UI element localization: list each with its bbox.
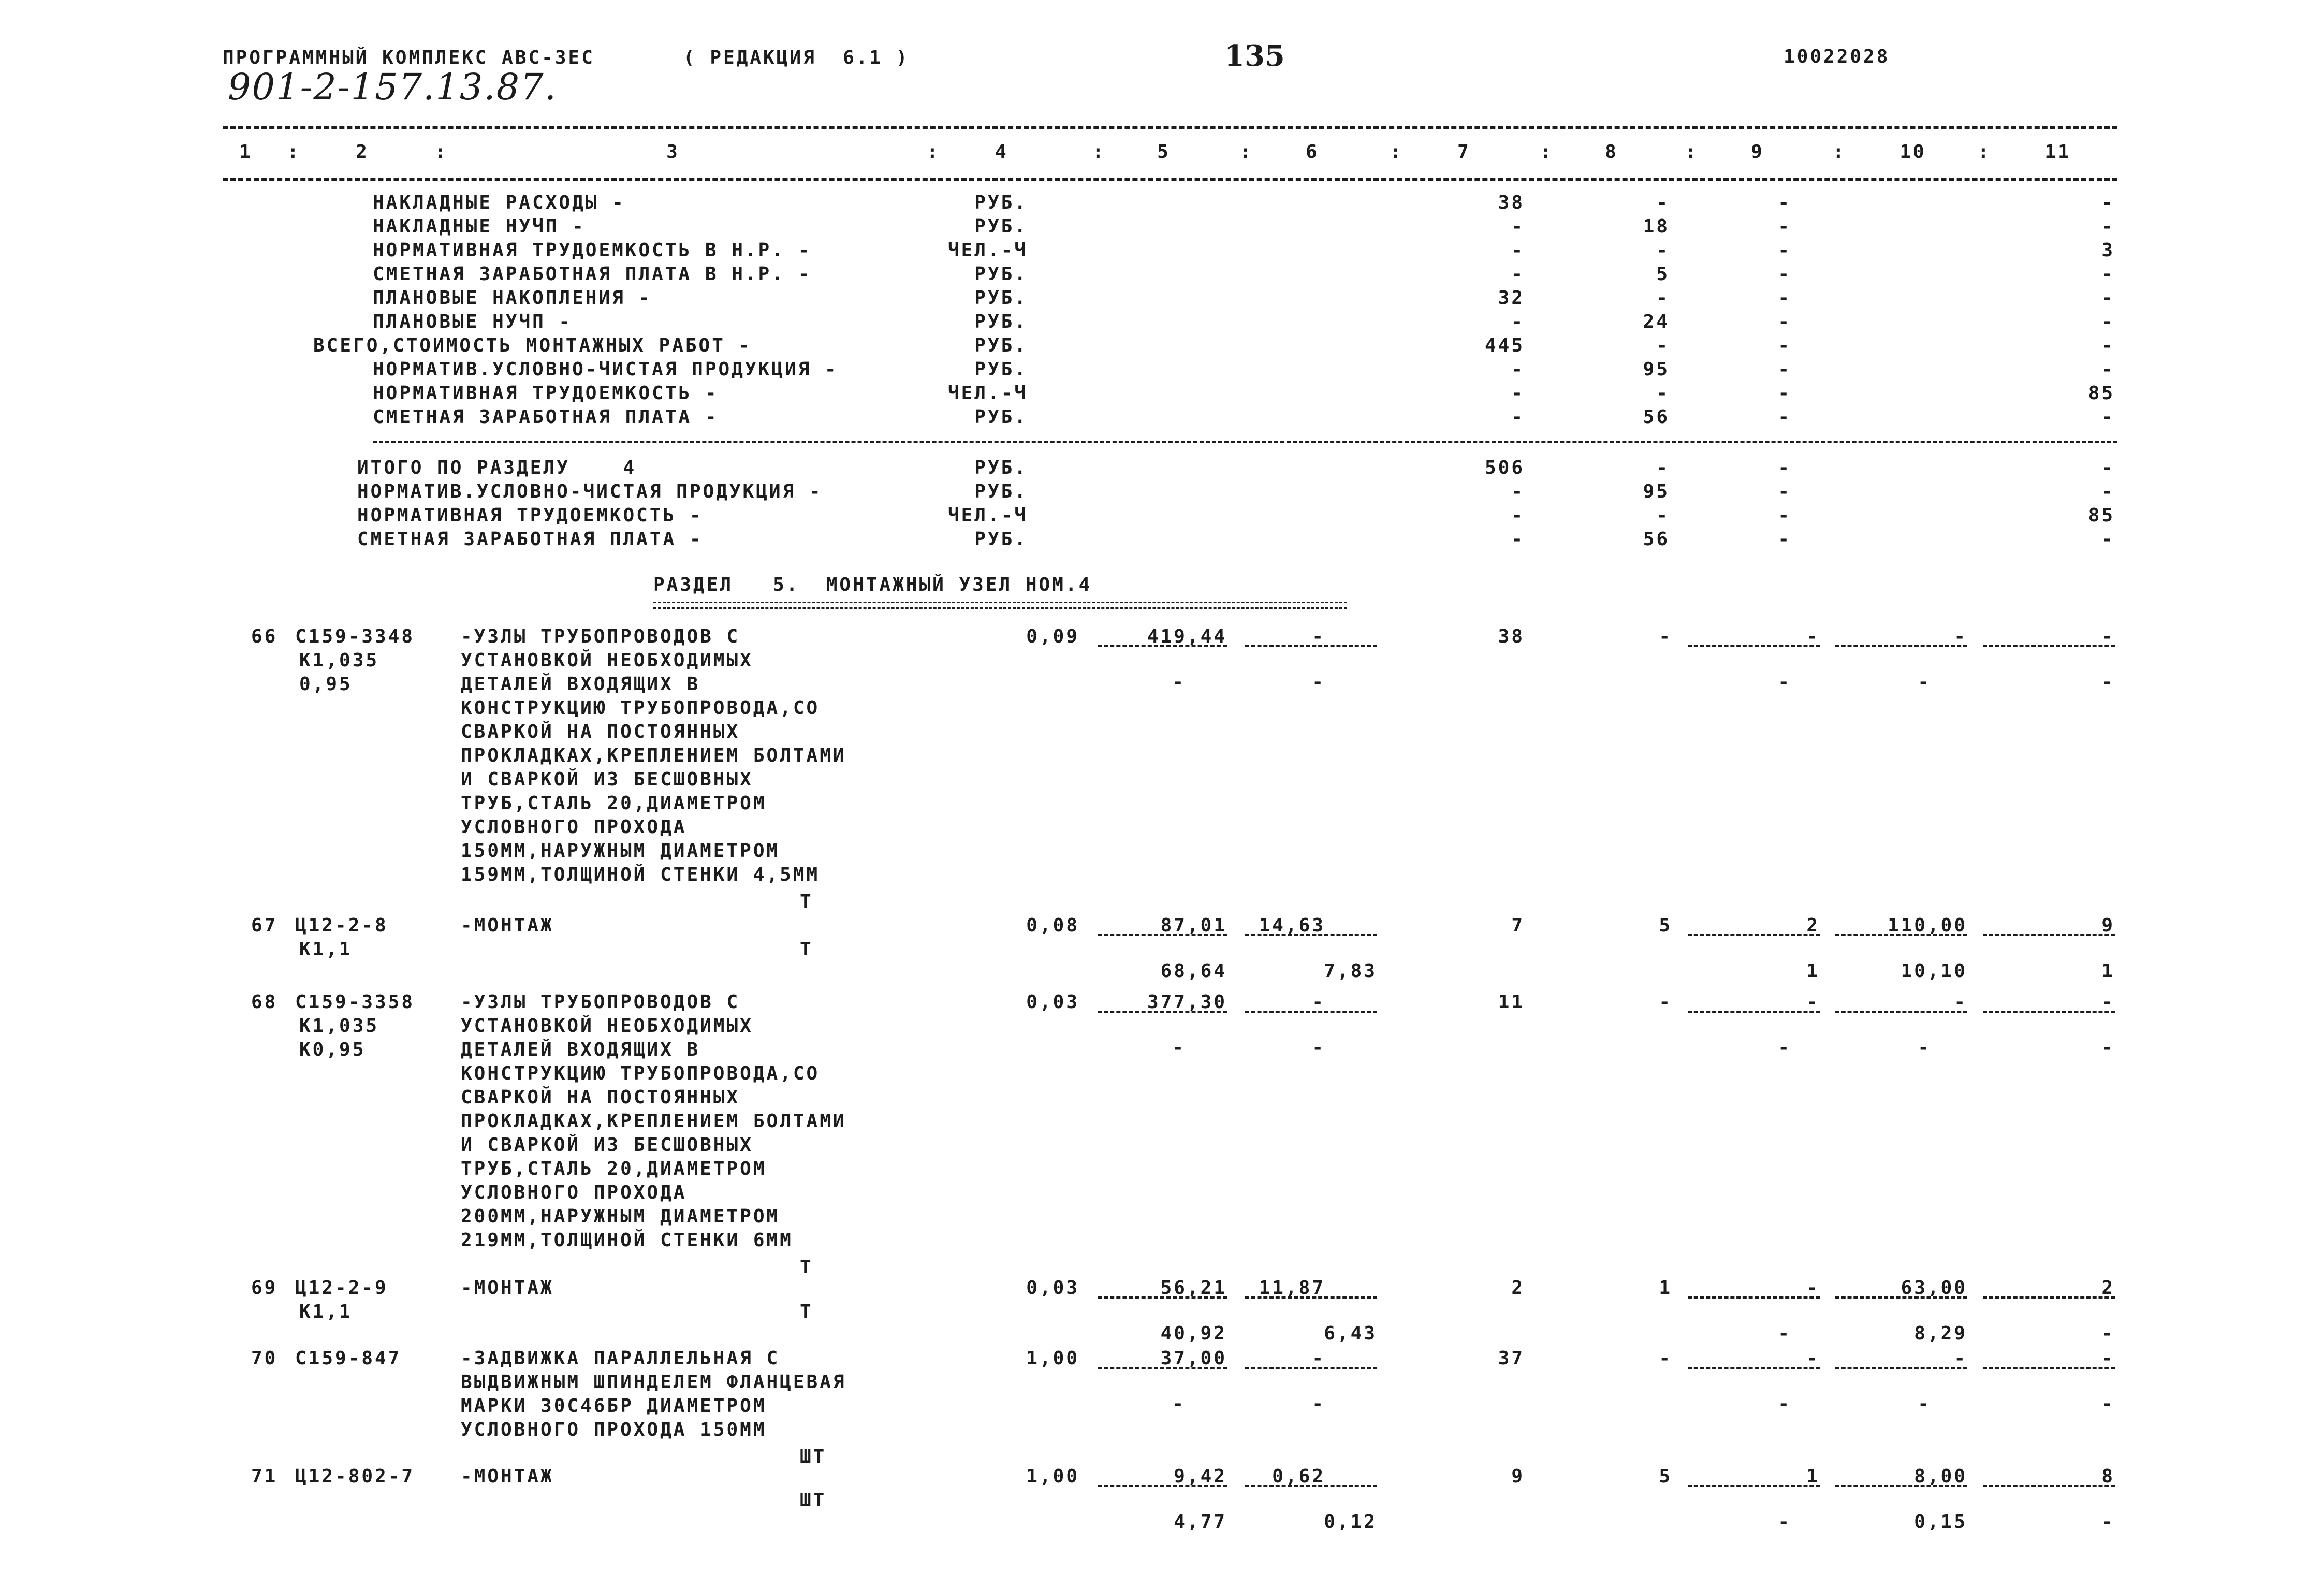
subtotal-rule-col6: [1245, 645, 1377, 647]
entry-coefficient: К0,95: [299, 1039, 366, 1060]
entry-number: 70: [251, 1348, 278, 1369]
entry-col7: 7: [1511, 915, 1525, 936]
entry-sub-col5: 4,77: [1174, 1511, 1227, 1533]
column-separator: :: [1978, 141, 1991, 163]
entry-quantity: 0,08: [1026, 915, 1079, 936]
entry-sub-col6: -: [1312, 1037, 1325, 1058]
entry-description: -УЗЛЫ ТРУБОПРОВОДОВ С: [461, 626, 740, 647]
summary-col9: -: [1778, 481, 1791, 502]
subtotal-rule-col9: [1688, 934, 1820, 936]
edition-label: ( РЕДАКЦИЯ 6.1 ): [683, 47, 910, 68]
summary-col9: -: [1778, 192, 1791, 213]
entry-unit: Т: [800, 939, 813, 960]
entry-description: УСЛОВНОГО ПРОХОДА 150ММ: [461, 1419, 767, 1440]
entry-col6: 11,87: [1259, 1277, 1325, 1299]
summary-unit: ЧЕЛ.-Ч: [947, 240, 1028, 261]
summary-unit: ЧЕЛ.-Ч: [947, 383, 1028, 404]
entry-number: 71: [251, 1466, 278, 1487]
summary-unit: РУБ.: [974, 335, 1028, 356]
entry-sub-col5: 68,64: [1160, 960, 1227, 982]
entry-description: УСТАНОВКОЙ НЕОБХОДИМЫХ: [461, 650, 753, 671]
entry-code: С159-847: [295, 1348, 402, 1369]
entry-sub-col5: -: [1172, 1037, 1186, 1058]
entry-code: Ц12-802-7: [295, 1466, 415, 1487]
subtotal-rule-col5: [1098, 1011, 1227, 1013]
entry-description: УСТАНОВКОЙ НЕОБХОДИМЫХ: [461, 1015, 753, 1037]
entry-col8: -: [1659, 991, 1672, 1013]
entry-sub-col11: -: [2101, 1393, 2115, 1414]
entry-sub-col9: -: [1778, 1393, 1791, 1414]
entry-col9: -: [1806, 1277, 1820, 1299]
entry-col8: 5: [1659, 915, 1672, 936]
entry-description: -МОНТАЖ: [461, 1277, 554, 1299]
entry-col10: 110,00: [1887, 915, 1967, 936]
entry-sub-col11: -: [2101, 1511, 2115, 1533]
summary-col7: 38: [1498, 192, 1525, 213]
column-separator: :: [1390, 141, 1404, 163]
entry-sub-col6: 7,83: [1324, 960, 1377, 982]
entry-description: 200ММ,НАРУЖНЫМ ДИАМЕТРОМ: [461, 1206, 780, 1227]
summary-col11: -: [2101, 457, 2115, 478]
entry-coefficient: К1,035: [299, 1015, 379, 1037]
summary-col8: 56: [1643, 406, 1670, 428]
entry-col6: 0,62: [1272, 1466, 1325, 1487]
column-number: 2: [356, 141, 369, 163]
subtotal-rule-col9: [1688, 1485, 1820, 1487]
summary-col9: -: [1778, 359, 1791, 380]
entry-description: 219ММ,ТОЛЩИНОЙ СТЕНКИ 6ММ: [461, 1230, 793, 1251]
entry-number: 68: [251, 991, 278, 1013]
summary-col9: -: [1778, 335, 1791, 356]
entry-col9: -: [1806, 1348, 1820, 1369]
entry-description: И СВАРКОЙ ИЗ БЕСШОВНЫХ: [461, 769, 753, 790]
entry-description: КОНСТРУКЦИЮ ТРУБОПРОВОДА,СО: [461, 697, 820, 719]
entry-col8: -: [1659, 1348, 1672, 1369]
entry-description: УСЛОВНОГО ПРОХОДА: [461, 1182, 687, 1203]
entry-code: С159-3358: [295, 991, 415, 1013]
entry-sub-col11: -: [2101, 1037, 2115, 1058]
column-separator: :: [1092, 141, 1106, 163]
subtotal-rule-col10: [1835, 1296, 1967, 1299]
subtotal-rule-col10: [1835, 1011, 1967, 1013]
entry-description: ДЕТАЛЕЙ ВХОДЯЩИХ В: [461, 674, 700, 695]
summary-col9: -: [1778, 311, 1791, 332]
subtotal-rule-col11: [1983, 1367, 2115, 1369]
entry-col9: 2: [1806, 915, 1820, 936]
entry-col11: 8: [2101, 1466, 2115, 1487]
entry-col10: 63,00: [1901, 1277, 1967, 1299]
entry-coefficient: К1,1: [299, 939, 353, 960]
entry-code: Ц12-2-8: [295, 915, 388, 936]
entry-col9: -: [1806, 626, 1820, 647]
entry-sub-col9: -: [1778, 672, 1791, 693]
entry-quantity: 0,09: [1026, 626, 1079, 647]
summary-col11: -: [2101, 287, 2115, 309]
entry-sub-col11: 1: [2101, 960, 2115, 982]
entry-col6: -: [1312, 1348, 1325, 1369]
summary-label: НОРМАТИВ.УСЛОВНО-ЧИСТАЯ ПРОДУКЦИЯ -: [357, 481, 823, 502]
summary-col11: -: [2101, 216, 2115, 237]
summary-col7: 445: [1484, 335, 1525, 356]
entry-sub-col6: 6,43: [1324, 1323, 1377, 1344]
subtotal-rule-col11: [1983, 1296, 2115, 1299]
summary-col7: -: [1511, 529, 1525, 550]
summary-col9: -: [1778, 240, 1791, 261]
summary-label: НАКЛАДНЫЕ РАСХОДЫ -: [373, 192, 625, 213]
summary-label: НОРМАТИВ.УСЛОВНО-ЧИСТАЯ ПРОДУКЦИЯ -: [373, 359, 838, 380]
entry-col10: -: [1954, 1348, 1967, 1369]
entry-description: ПРОКЛАДКАХ,КРЕПЛЕНИЕМ БОЛТАМИ: [461, 1111, 846, 1132]
section-title: РАЗДЕЛ 5. МОНТАЖНЫЙ УЗЕЛ НОМ.4: [653, 574, 1092, 595]
summary-col11: -: [2101, 311, 2115, 332]
subtotal-rule-col10: [1835, 934, 1967, 936]
entry-description: ВЫДВИЖНЫМ ШПИНДЕЛЕМ ФЛАНЦЕВАЯ: [461, 1372, 846, 1393]
entry-col11: 9: [2101, 915, 2115, 936]
summary-col7: -: [1511, 481, 1525, 502]
entry-sub-col9: -: [1778, 1037, 1791, 1058]
entry-sub-col11: -: [2101, 672, 2115, 693]
summary-label: ВСЕГО,СТОИМОСТЬ МОНТАЖНЫХ РАБОТ -: [313, 335, 752, 356]
summary-col7: -: [1511, 383, 1525, 404]
subtotal-rule-col9: [1688, 645, 1820, 647]
entry-coefficient: 0,95: [299, 674, 353, 695]
summary-col8: -: [1656, 192, 1670, 213]
subtotal-rule-col6: [1245, 934, 1377, 936]
summary-col8: -: [1656, 240, 1670, 261]
entry-description: МАРКИ 30С46БР ДИАМЕТРОМ: [461, 1395, 767, 1417]
summary-col9: -: [1778, 216, 1791, 237]
entry-description: КОНСТРУКЦИЮ ТРУБОПРОВОДА,СО: [461, 1063, 820, 1084]
entry-col5: 87,01: [1160, 915, 1227, 936]
summary-label: СМЕТНАЯ ЗАРАБОТНАЯ ПЛАТА -: [373, 406, 719, 428]
column-number: 3: [666, 141, 680, 163]
summary-unit: ЧЕЛ.-Ч: [947, 505, 1028, 526]
summary-unit: РУБ.: [974, 311, 1028, 332]
entry-quantity: 1,00: [1026, 1348, 1079, 1369]
summary-col8: 56: [1643, 529, 1670, 550]
summary-label: СМЕТНАЯ ЗАРАБОТНАЯ ПЛАТА В Н.Р. -: [373, 264, 812, 285]
entry-description: -ЗАДВИЖКА ПАРАЛЛЕЛЬНАЯ С: [461, 1348, 780, 1369]
entry-sub-col6: 0,12: [1324, 1511, 1377, 1533]
summary-label: НОРМАТИВНАЯ ТРУДОЕМКОСТЬ -: [373, 383, 719, 404]
summary-col9: -: [1778, 406, 1791, 428]
entry-code: Ц12-2-9: [295, 1277, 388, 1299]
summary-col7: -: [1511, 505, 1525, 526]
summary-col8: 18: [1643, 216, 1670, 237]
summary-col8: 95: [1643, 481, 1670, 502]
entry-col7: 38: [1498, 626, 1525, 647]
entry-col5: 377,30: [1147, 991, 1227, 1013]
summary-unit: РУБ.: [974, 264, 1028, 285]
entry-sub-col10: -: [1918, 1393, 1931, 1414]
summary-label: НОРМАТИВНАЯ ТРУДОЕМКОСТЬ -: [357, 505, 703, 526]
page-number: 135: [1224, 39, 1285, 73]
summary-col7: -: [1511, 264, 1525, 285]
entry-description: 159ММ,ТОЛЩИНОЙ СТЕНКИ 4,5ММ: [461, 864, 820, 885]
summary-label: ПЛАНОВЫЕ НАКОПЛЕНИЯ -: [373, 287, 652, 309]
column-separator: :: [287, 141, 301, 163]
document-code: 10022028: [1784, 46, 1890, 67]
entry-col7: 9: [1511, 1466, 1525, 1487]
summary-col8: 5: [1656, 264, 1670, 285]
entry-col10: -: [1954, 991, 1967, 1013]
summary-col9: -: [1778, 287, 1791, 309]
subtotal-rule-col5: [1098, 934, 1227, 936]
summary-unit: РУБ.: [974, 457, 1028, 478]
column-number: 6: [1306, 141, 1319, 163]
entry-description: СВАРКОЙ НА ПОСТОЯННЫХ: [461, 721, 740, 742]
entry-unit: ШТ: [800, 1446, 827, 1467]
subtotal-rule-col5: [1098, 1485, 1227, 1487]
entry-col10: -: [1954, 626, 1967, 647]
column-number: 1: [239, 141, 253, 163]
entry-col8: -: [1659, 626, 1672, 647]
entry-col6: 14,63: [1259, 915, 1325, 936]
entry-col10: 8,00: [1914, 1466, 1967, 1487]
subtotal-rule-col11: [1983, 1485, 2115, 1487]
summary-unit: РУБ.: [974, 192, 1028, 213]
entry-sub-col6: -: [1312, 672, 1325, 693]
subtotal-rule-col9: [1688, 1367, 1820, 1369]
summary-col9: -: [1778, 505, 1791, 526]
entry-col11: 2: [2101, 1277, 2115, 1299]
summary-col11: -: [2101, 335, 2115, 356]
entry-number: 69: [251, 1277, 278, 1299]
summary-col8: -: [1656, 505, 1670, 526]
summary-col11: -: [2101, 406, 2115, 428]
column-number: 10: [1899, 141, 1926, 163]
subtotal-rule-col10: [1835, 1367, 1967, 1369]
entry-sub-col10: 0,15: [1914, 1511, 1967, 1533]
subtotal-rule-col10: [1835, 1485, 1967, 1487]
column-separator: :: [1833, 141, 1846, 163]
summary-label: НОРМАТИВНАЯ ТРУДОЕМКОСТЬ В Н.Р. -: [373, 240, 812, 261]
entry-col6: -: [1312, 991, 1325, 1013]
summary-unit: РУБ.: [974, 359, 1028, 380]
summary-col8: -: [1656, 383, 1670, 404]
column-separator: :: [1540, 141, 1554, 163]
entry-sub-col5: -: [1172, 1393, 1186, 1414]
summary-col7: -: [1511, 216, 1525, 237]
entry-description: -МОНТАЖ: [461, 1466, 554, 1487]
column-separator: :: [927, 141, 940, 163]
entry-sub-col5: -: [1172, 672, 1186, 693]
entry-description: 150ММ,НАРУЖНЫМ ДИАМЕТРОМ: [461, 840, 780, 862]
column-number: 5: [1157, 141, 1171, 163]
entry-col8: 1: [1659, 1277, 1672, 1299]
summary-col7: -: [1511, 240, 1525, 261]
summary-unit: РУБ.: [974, 216, 1028, 237]
summary-col9: -: [1778, 457, 1791, 478]
summary-col8: 24: [1643, 311, 1670, 332]
summary-col8: -: [1656, 335, 1670, 356]
entry-sub-col9: -: [1778, 1511, 1791, 1533]
summary-unit: РУБ.: [974, 406, 1028, 428]
entry-description: ТРУБ,СТАЛЬ 20,ДИАМЕТРОМ: [461, 1158, 767, 1179]
entry-number: 66: [251, 626, 278, 647]
subtotal-rule-col11: [1983, 1011, 2115, 1013]
entry-unit: Т: [800, 1301, 813, 1322]
entry-col9: 1: [1806, 1466, 1820, 1487]
entry-quantity: 1,00: [1026, 1466, 1079, 1487]
subtotal-rule-col11: [1983, 645, 2115, 647]
summary-label: ИТОГО ПО РАЗДЕЛУ 4: [357, 457, 637, 478]
summary-col9: -: [1778, 264, 1791, 285]
entry-number: 67: [251, 915, 278, 936]
column-number: 9: [1751, 141, 1764, 163]
entry-col5: 37,00: [1160, 1348, 1227, 1369]
entry-description: ПРОКЛАДКАХ,КРЕПЛЕНИЕМ БОЛТАМИ: [461, 745, 846, 766]
entry-col11: -: [2101, 1348, 2115, 1369]
entry-sub-col6: -: [1312, 1393, 1325, 1414]
subtotal-rule-col5: [1098, 1296, 1227, 1299]
summary-col8: -: [1656, 457, 1670, 478]
entry-sub-col10: -: [1918, 1037, 1931, 1058]
column-number: 7: [1457, 141, 1471, 163]
summary-col7: 32: [1498, 287, 1525, 309]
entry-unit: ШТ: [800, 1490, 827, 1511]
subtotal-rule-col6: [1245, 1485, 1377, 1487]
section-title-underline: [653, 602, 1347, 609]
summary-col11: 85: [2088, 383, 2115, 404]
entry-sub-col10: 10,10: [1901, 960, 1967, 982]
summary-col11: -: [2101, 529, 2115, 550]
summary-unit: РУБ.: [974, 529, 1028, 550]
entry-sub-col10: -: [1918, 672, 1931, 693]
entry-quantity: 0,03: [1026, 1277, 1079, 1299]
summary-col8: 95: [1643, 359, 1670, 380]
subtotal-rule-col6: [1245, 1011, 1377, 1013]
summary-col7: 506: [1484, 457, 1525, 478]
entry-quantity: 0,03: [1026, 991, 1079, 1013]
column-separator: :: [1685, 141, 1699, 163]
entry-sub-col10: 8,29: [1914, 1323, 1967, 1344]
entry-col7: 2: [1511, 1277, 1525, 1299]
entry-col8: 5: [1659, 1466, 1672, 1487]
column-number: 8: [1605, 141, 1618, 163]
program-title: ПРОГРАММНЫЙ КОМПЛЕКС АВС-3ЕС: [223, 47, 595, 68]
handwritten-reference: 901-2-157.13.87.: [228, 66, 557, 108]
entry-col9: -: [1806, 991, 1820, 1013]
entry-description: -УЗЛЫ ТРУБОПРОВОДОВ С: [461, 991, 740, 1013]
entry-sub-col9: -: [1778, 1323, 1791, 1344]
summary-col11: -: [2101, 264, 2115, 285]
entry-col5: 9,42: [1174, 1466, 1227, 1487]
entry-description: -МОНТАЖ: [461, 915, 554, 936]
entry-sub-col5: 40,92: [1160, 1323, 1227, 1344]
entry-description: ТРУБ,СТАЛЬ 20,ДИАМЕТРОМ: [461, 793, 767, 814]
subtotal-rule-col11: [1983, 934, 2115, 936]
summary-unit: РУБ.: [974, 481, 1028, 502]
entry-col7: 11: [1498, 991, 1525, 1013]
summary-separator-rule: [373, 441, 2117, 443]
entry-col6: -: [1312, 626, 1325, 647]
entry-coefficient: К1,1: [299, 1301, 353, 1322]
entry-col7: 37: [1498, 1348, 1525, 1369]
entry-col11: -: [2101, 626, 2115, 647]
entry-col11: -: [2101, 991, 2115, 1013]
summary-col11: -: [2101, 359, 2115, 380]
entry-sub-col9: 1: [1806, 960, 1820, 982]
subtotal-rule-col6: [1245, 1296, 1377, 1299]
entry-unit: Т: [800, 891, 813, 912]
entry-sub-col11: -: [2101, 1323, 2115, 1344]
summary-col7: -: [1511, 359, 1525, 380]
entry-description: ДЕТАЛЕЙ ВХОДЯЩИХ В: [461, 1039, 700, 1060]
entry-col5: 56,21: [1160, 1277, 1227, 1299]
summary-col7: -: [1511, 311, 1525, 332]
subtotal-rule-col5: [1098, 645, 1227, 647]
summary-col11: 3: [2101, 240, 2115, 261]
column-number: 4: [995, 141, 1008, 163]
subtotal-rule-col5: [1098, 1367, 1227, 1369]
summary-col9: -: [1778, 529, 1791, 550]
column-number: 11: [2044, 141, 2071, 163]
column-separator: :: [435, 141, 448, 163]
entry-col5: 419,44: [1147, 626, 1227, 647]
entry-unit: Т: [800, 1257, 813, 1278]
summary-col8: -: [1656, 287, 1670, 309]
summary-col7: -: [1511, 406, 1525, 428]
entry-description: УСЛОВНОГО ПРОХОДА: [461, 816, 687, 838]
entry-description: И СВАРКОЙ ИЗ БЕСШОВНЫХ: [461, 1134, 753, 1156]
summary-label: СМЕТНАЯ ЗАРАБОТНАЯ ПЛАТА -: [357, 529, 703, 550]
entry-coefficient: К1,035: [299, 650, 379, 671]
column-separator: :: [1240, 141, 1253, 163]
summary-unit: РУБ.: [974, 287, 1028, 309]
entry-code: С159-3348: [295, 626, 415, 647]
summary-col11: -: [2101, 481, 2115, 502]
subtotal-rule-col6: [1245, 1367, 1377, 1369]
entry-description: СВАРКОЙ НА ПОСТОЯННЫХ: [461, 1087, 740, 1108]
summary-label: ПЛАНОВЫЕ НУЧП -: [373, 311, 573, 332]
summary-col11: 85: [2088, 505, 2115, 526]
summary-col11: -: [2101, 192, 2115, 213]
subtotal-rule-col10: [1835, 645, 1967, 647]
subtotal-rule-col9: [1688, 1011, 1820, 1013]
summary-col9: -: [1778, 383, 1791, 404]
header-bottom-rule: [223, 178, 2117, 181]
subtotal-rule-col9: [1688, 1296, 1820, 1299]
summary-label: НАКЛАДНЫЕ НУЧП -: [373, 216, 586, 237]
header-top-rule: [223, 126, 2117, 129]
